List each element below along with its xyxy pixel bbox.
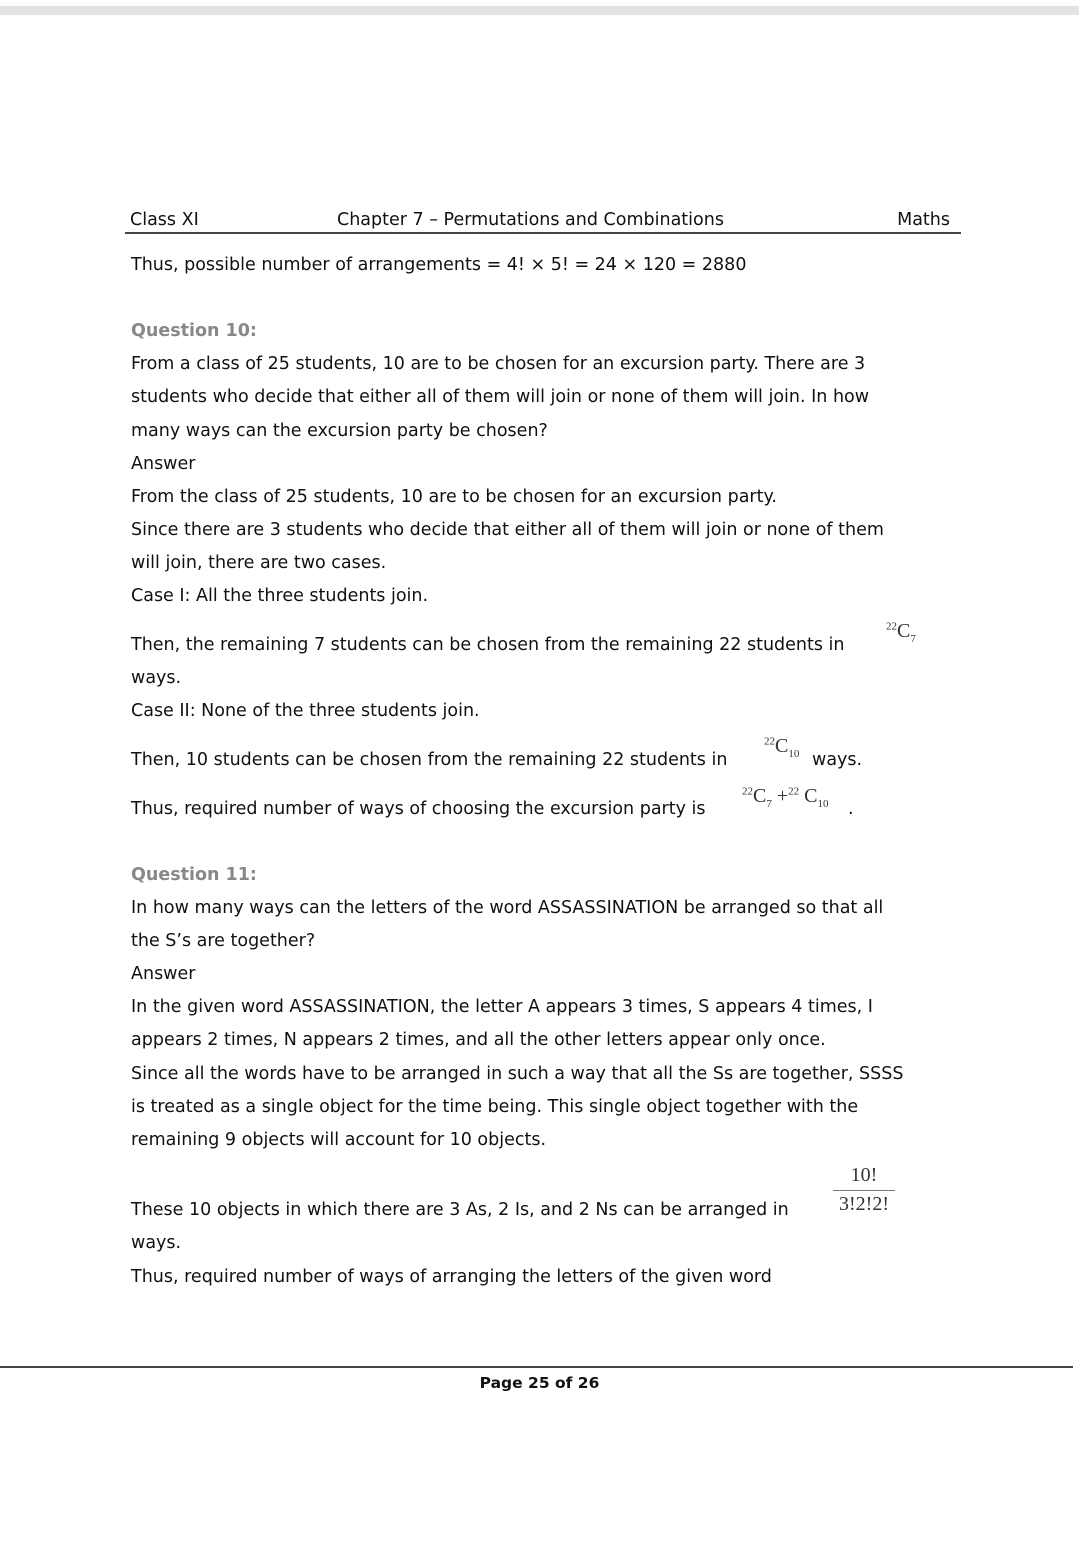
q10-answer-line: Case II: None of the three students join. — [131, 701, 480, 721]
q11-text-line: In how many ways can the letters of the word ASSASSINATION be arranged so that all — [131, 898, 884, 918]
q10-answer-line: Case I: All the three students join. — [131, 586, 429, 606]
q10-answer-line: will join, there are two cases. — [131, 553, 387, 573]
fraction-numerator: 10! — [833, 1164, 895, 1191]
q11-answer-line: Thus, required number of ways of arranging the letters of the given word — [131, 1267, 772, 1287]
q11-text-line: the S’s are together? — [131, 931, 316, 951]
q10-answer-line: ways. — [812, 750, 863, 770]
combination-sum: $^{22}C_7 +^{22}$ $C_{10}$ — [742, 785, 829, 810]
q11-answer-line: These 10 objects in which there are 3 As, 2 Is, and 2 Ns can be arranged in — [131, 1200, 789, 1220]
q10-answer-label: Answer — [131, 454, 196, 474]
page-number: Page 25 of 26 — [479, 1374, 600, 1392]
question-10-heading: Question 10: — [131, 321, 257, 341]
q11-answer-line: remaining 9 objects will account for 10 objects. — [131, 1130, 547, 1150]
fraction-denominator: 3!2!2! — [839, 1193, 889, 1215]
page-header — [125, 208, 961, 234]
q10-answer-line: ways. — [131, 668, 182, 688]
header-subject: Maths — [897, 210, 950, 230]
q11-answer-line: ways. — [131, 1233, 182, 1253]
viewer-top-bar — [0, 6, 1079, 15]
header-class: Class XI — [130, 210, 199, 230]
q10-answer-line: From the class of 25 students, 10 are to be chosen for an excursion party. — [131, 487, 777, 507]
q11-answer-line: is treated as a single object for the time being. This single object together with the — [131, 1097, 859, 1117]
q11-answer-label: Answer — [131, 964, 196, 984]
combination-22C7: $^{22}C_7$ — [886, 620, 916, 645]
question-11-heading: Question 11: — [131, 865, 257, 885]
q10-answer-line: Thus, required number of ways of choosing the excursion party is — [131, 799, 706, 819]
q10-text-line: From a class of 25 students, 10 are to be chosen for an excursion party. There are 3 — [131, 354, 866, 374]
combination-22C10: $^{22}C_{10}$ — [764, 735, 800, 760]
q10-answer-line: Then, 10 students can be chosen from the remaining 22 students in — [131, 750, 728, 770]
q11-answer-line: appears 2 times, N appears 2 times, and all the other letters appear only once. — [131, 1030, 826, 1050]
q10-answer-line: Then, the remaining 7 students can be chosen from the remaining 22 students in — [131, 635, 845, 655]
period: . — [848, 799, 854, 819]
q11-answer-line: In the given word ASSASSINATION, the letter A appears 3 times, S appears 4 times, I — [131, 997, 873, 1017]
q11-answer-line: Since all the words have to be arranged in such a way that all the Ss are together, SSSS — [131, 1064, 904, 1084]
footer-divider — [0, 1366, 1073, 1368]
q10-answer-line: Since there are 3 students who decide that either all of them will join or none of them — [131, 520, 884, 540]
intro-line: Thus, possible number of arrangements = 4! × 5! = 24 × 120 = 2880 — [131, 255, 747, 275]
header-chapter: Chapter 7 – Permutations and Combinations — [337, 210, 724, 230]
q10-text-line: many ways can the excursion party be chosen? — [131, 421, 548, 441]
fraction-10-factorial — [833, 1164, 895, 1216]
q10-text-line: students who decide that either all of them will join or none of them will join. In how — [131, 387, 870, 407]
